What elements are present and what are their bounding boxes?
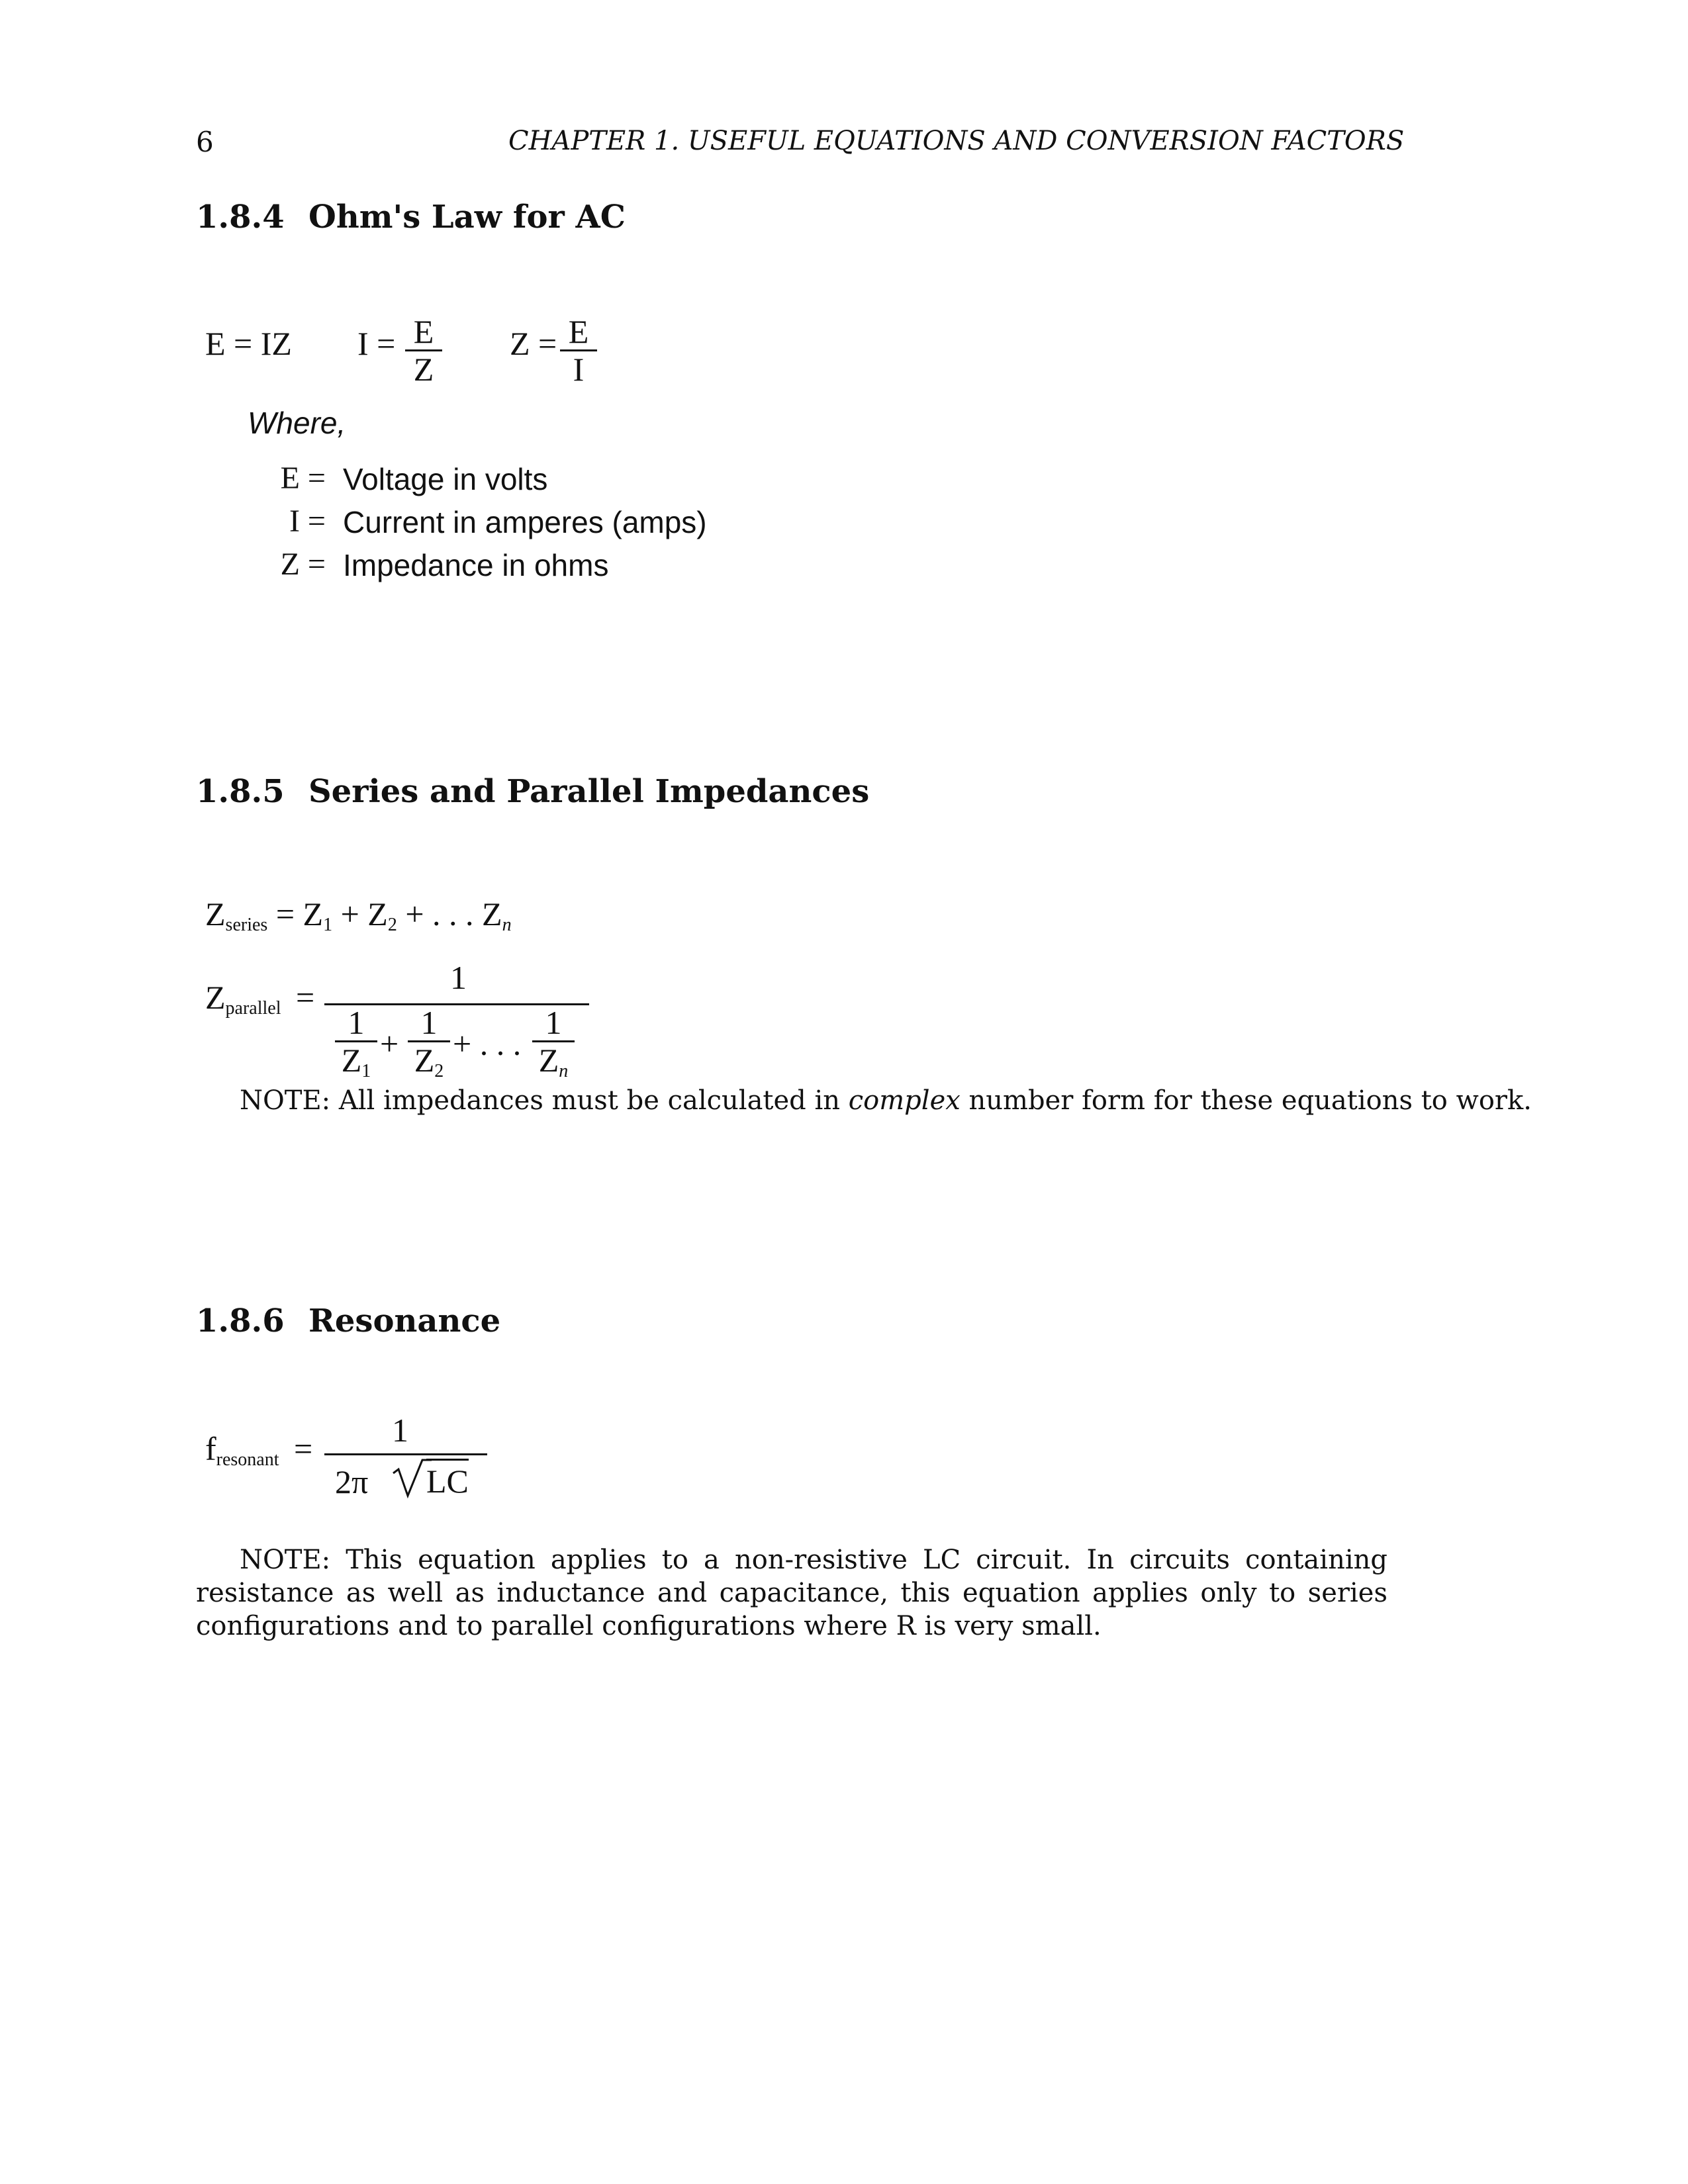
numerator: 1: [545, 1004, 562, 1041]
radical-sign: [392, 1459, 432, 1501]
radicand: LC: [426, 1459, 469, 1500]
page-number: 6: [196, 126, 214, 158]
eq-term: = Z: [267, 895, 324, 933]
two-pi: 2π: [335, 1463, 369, 1500]
eq-term: + . . . Z: [397, 895, 502, 933]
equation-z-series: [205, 895, 512, 936]
plus-sign: +: [380, 1025, 399, 1062]
denominator: [408, 1044, 450, 1081]
definition-symbol: E =: [280, 461, 326, 496]
equals-sign: =: [296, 979, 315, 1016]
denominator: [532, 1044, 575, 1081]
subscript: parallel: [225, 998, 281, 1019]
subscript: 2: [387, 915, 397, 935]
definition-description: Current in amperes (amps): [343, 505, 707, 539]
resonance-numerator: 1: [392, 1412, 408, 1449]
eq-symbol: Z: [205, 895, 226, 933]
ellipsis: + . . .: [453, 1025, 522, 1062]
subscript: resonant: [216, 1449, 279, 1470]
denominator-symbol: Z: [414, 1042, 435, 1079]
eq-symbol: f: [205, 1430, 216, 1467]
eq-lhs: I =: [357, 325, 396, 362]
equation-e-equals-iz: E = IZ: [205, 325, 292, 362]
section-number: 1.8.5: [196, 773, 285, 810]
numerator: E: [413, 313, 434, 350]
definition-description: Impedance in ohms: [343, 548, 609, 582]
subscript: n: [502, 915, 512, 935]
subscript: 1: [361, 1061, 371, 1081]
note-resonance: [196, 1543, 1387, 1643]
parallel-numerator: 1: [450, 959, 467, 996]
subscript: 1: [323, 915, 333, 935]
section-title: Resonance: [308, 1302, 501, 1340]
denominator: [335, 1044, 377, 1081]
parallel-term-1: [335, 1006, 377, 1081]
fraction: [405, 315, 442, 386]
parallel-term-n: [532, 1006, 575, 1081]
note-text: NOTE: All impedances must be calculated in: [240, 1085, 849, 1116]
resonance-fraction-bar: [324, 1453, 487, 1455]
fraction: [560, 315, 597, 386]
denominator: I: [573, 351, 585, 388]
equation-f-resonant-lhs: [205, 1430, 312, 1471]
numerator: 1: [420, 1004, 438, 1041]
subscript: series: [225, 915, 268, 935]
eq-symbol: Z: [205, 979, 226, 1016]
denominator-symbol: Z: [538, 1042, 559, 1079]
numerator: 1: [348, 1004, 365, 1041]
subscript: 2: [434, 1061, 444, 1081]
eq-lhs: Z =: [510, 325, 557, 362]
denominator-symbol: Z: [341, 1042, 362, 1079]
numerator: E: [568, 313, 589, 350]
note-complex-form: [240, 1085, 1532, 1116]
section-number: 1.8.4: [196, 199, 285, 236]
equation-z-equals-e-over-i: [510, 313, 589, 388]
where-label: Where,: [248, 406, 346, 440]
equation-i-equals-e-over-z: [357, 313, 434, 388]
section-number: 1.8.6: [196, 1302, 285, 1340]
definition-symbol: I =: [289, 504, 326, 539]
running-header: CHAPTER 1. USEFUL EQUATIONS AND CONVERSION FACTORS: [508, 126, 1405, 156]
eq-term: + Z: [332, 895, 388, 933]
parallel-term-2: [408, 1006, 450, 1081]
denominator: Z: [413, 351, 434, 388]
definition-symbol: Z =: [280, 547, 326, 582]
subscript: n: [559, 1061, 569, 1081]
equation-z-parallel-lhs: [205, 978, 314, 1019]
section-title: Series and Parallel Impedances: [308, 773, 870, 810]
equals-sign: =: [294, 1430, 313, 1467]
note-text: number form for these equations to work.: [960, 1085, 1532, 1116]
definition-description: Voltage in volts: [343, 462, 548, 496]
resonance-denominator: [335, 1463, 469, 1501]
note-text: NOTE: This equation applies to a non-resistive LC circuit. In circuits containing resistance as well as inductance and capacitance, this equation applies only to series configurations and to parallel configurations where R is very small.: [196, 1545, 1387, 1641]
note-emphasis: complex: [848, 1085, 961, 1116]
section-title: Ohm's Law for AC: [308, 199, 626, 236]
